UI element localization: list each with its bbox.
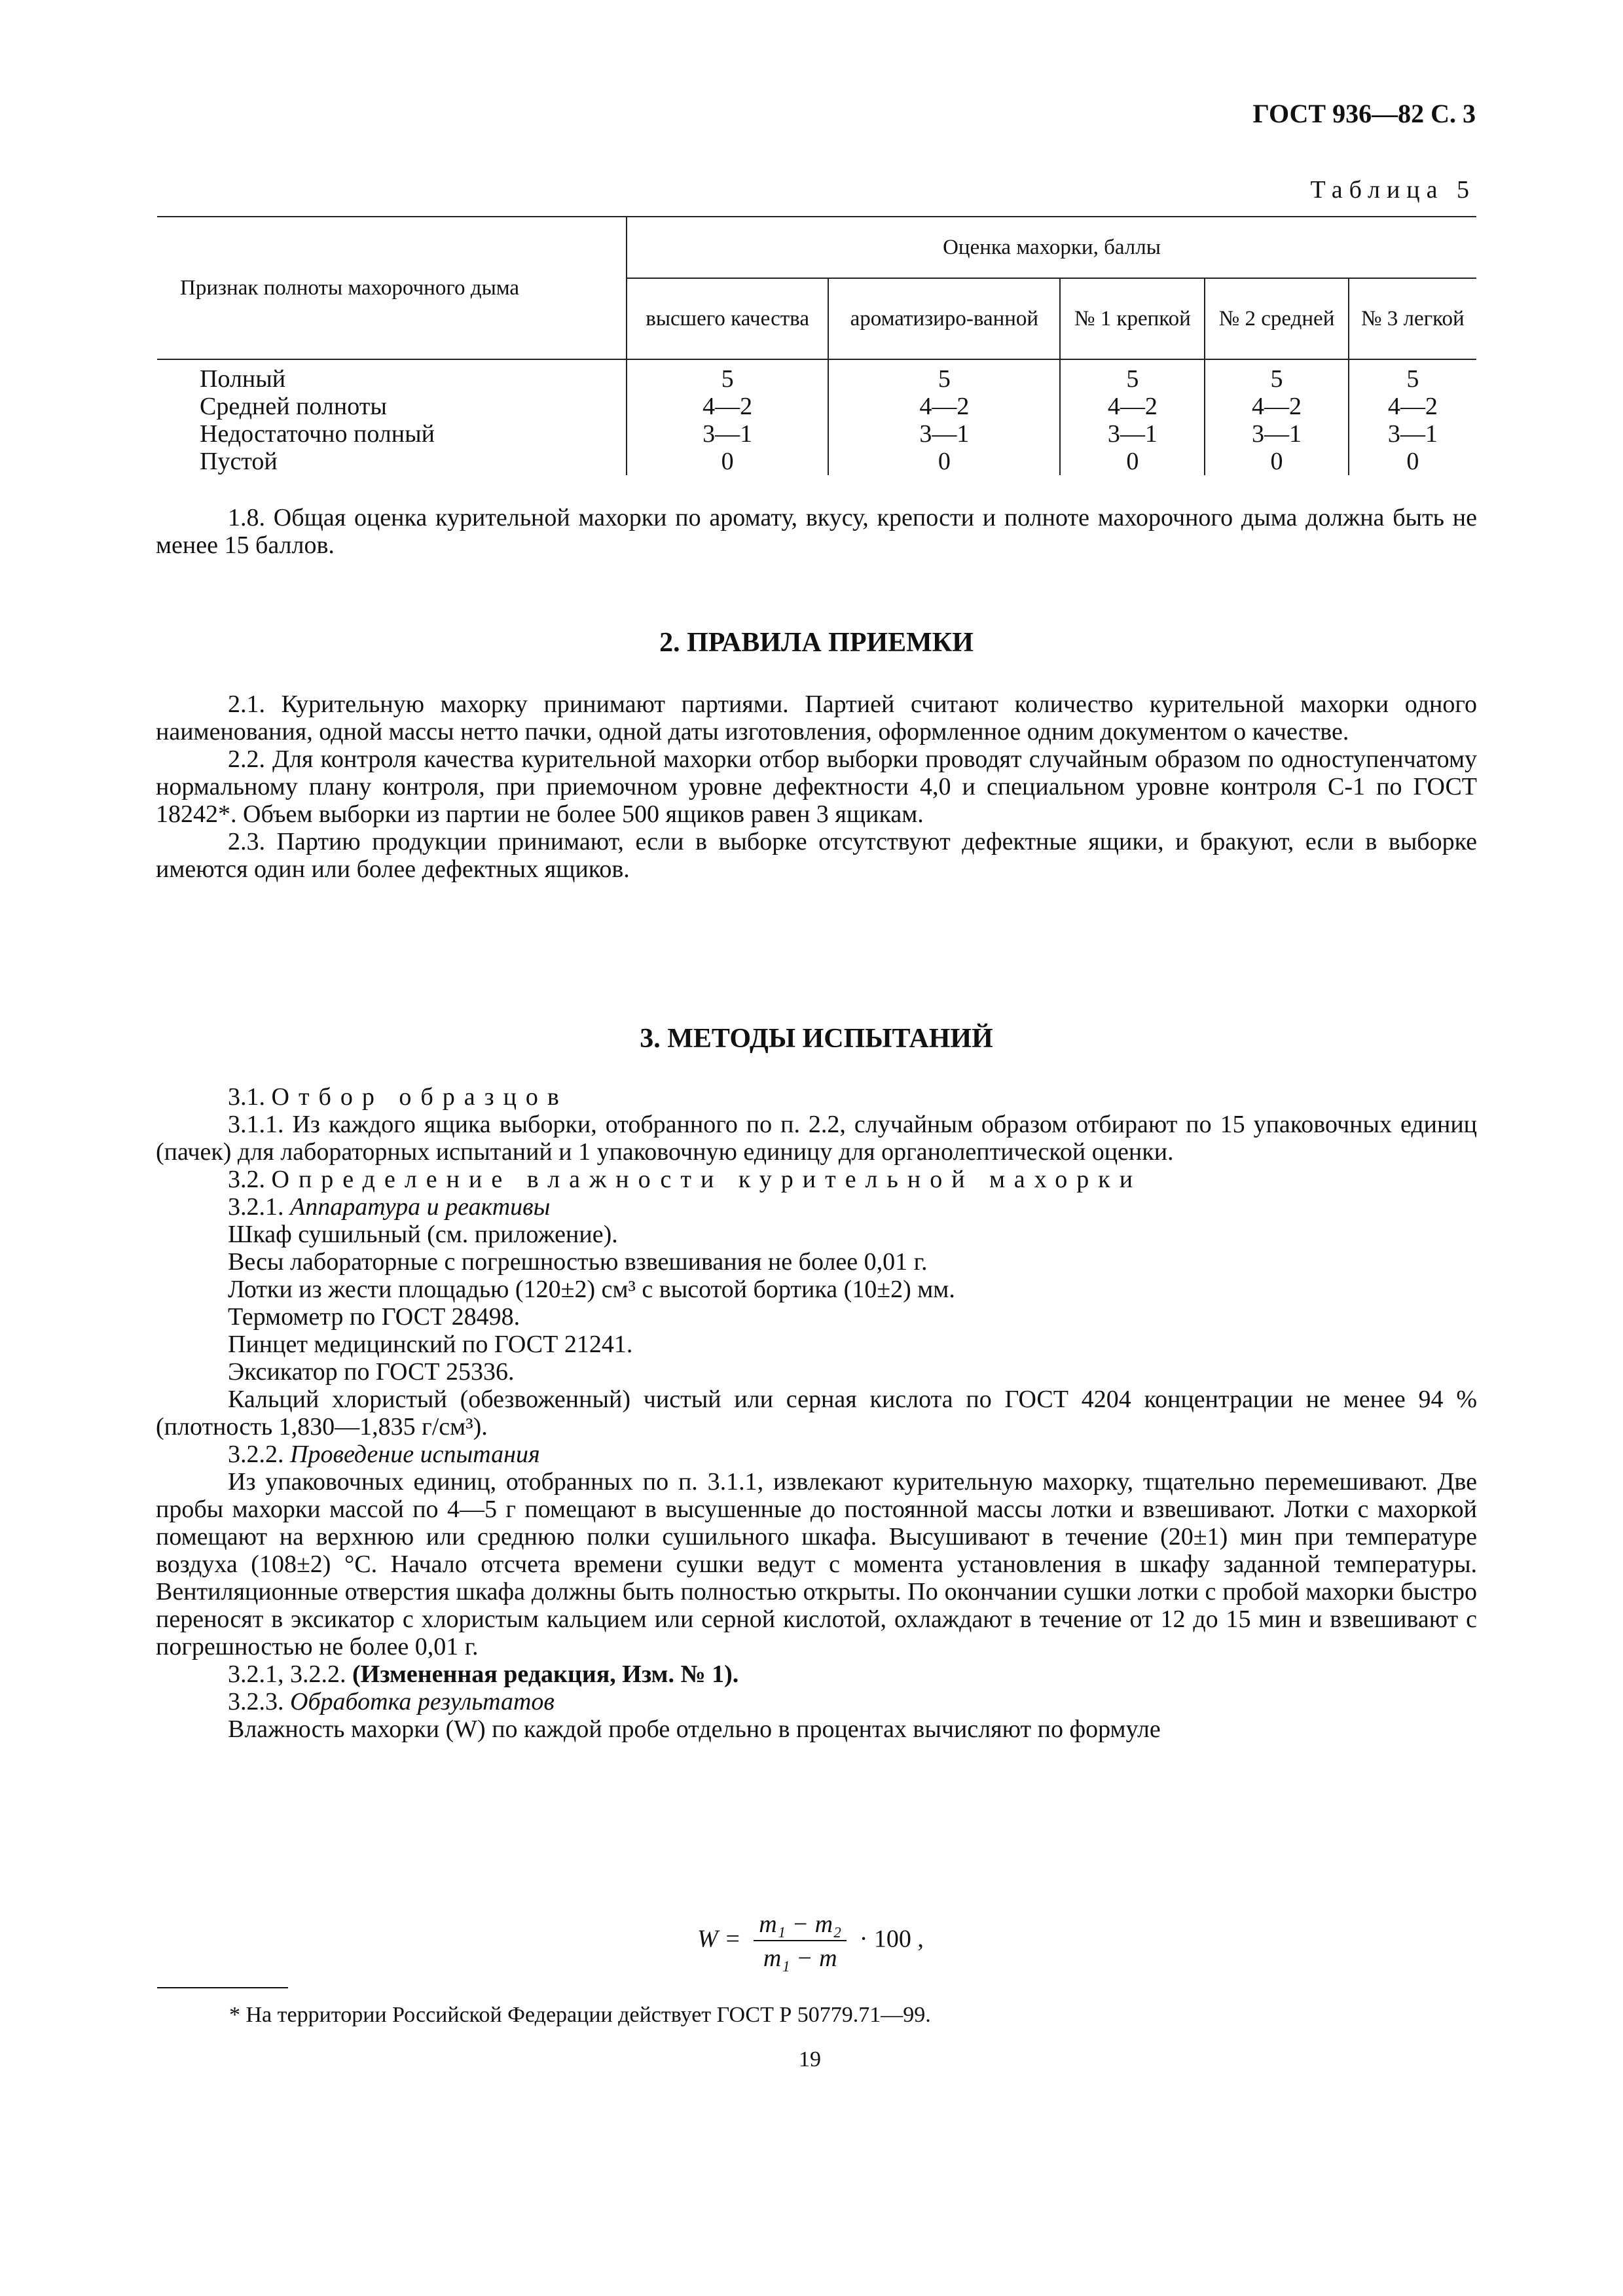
section-2-body	[156, 691, 1477, 883]
equipment-item: Весы лабораторные с погрешностью взвешивания не более 0,01 г.	[228, 1248, 928, 1276]
table-cell: 0	[627, 448, 828, 475]
table-column-header: высшего качества	[627, 278, 828, 359]
formula-numerator: m₁ − m₂	[754, 1910, 847, 1941]
section-3-title: 3. МЕТОДЫ ИСПЫТАНИЙ	[640, 1024, 993, 1054]
formula-fraction	[754, 1910, 847, 1973]
table-row-label: Полный	[200, 365, 286, 393]
table-cell: 0	[1205, 448, 1348, 475]
document-header: ГОСТ 936—82 С. 3	[1252, 99, 1476, 128]
paragraph-text: 1.8. Общая оценка курительной махорки по аромату, вкусу, крепости и полноте махорочного дыма должна быть не менее 15 баллов.	[156, 504, 1477, 559]
equipment-item: Пинцет медицинский по ГОСТ 21241.	[228, 1331, 633, 1358]
amendment-number: 3.2.1, 3.2.2.	[228, 1660, 346, 1688]
table-column-header: № 1 крепкой	[1060, 278, 1205, 359]
table-group-header: Оценка махорки, баллы	[627, 217, 1476, 278]
table-column-header: ароматизиро-ванной	[828, 278, 1060, 359]
subsection-number: 3.2.	[228, 1166, 265, 1193]
table-caption: Таблица 5	[1310, 176, 1476, 204]
moisture-formula	[697, 1910, 924, 1973]
paragraph-2-2: 2.2. Для контроля качества курительной махорки отбор выборки проводят случайным образом по одноступенчатому нормальному плану контроля, при приемочном уровне дефектности 4,0 и специальном уровне контроля С-1 по ГОСТ 18242*. Объем выборки из партии не более 500 ящиков равен 3 ящикам.	[156, 745, 1477, 828]
formula-tail: · 100 ,	[859, 1925, 924, 1953]
subsection-number: 3.2.3.	[228, 1688, 284, 1715]
table-cell: 5	[1060, 359, 1205, 393]
table-row-header: Признак полноты махорочного дыма	[157, 217, 627, 359]
paragraph-2-1: 2.1. Курительную махорку принимают партиями. Партией считают количество курительной махорки одного наименования, одной массы нетто пачки, одной даты изготовления, оформленное одним документом о качестве.	[156, 691, 1477, 745]
table-row-label: Пустой	[200, 448, 278, 475]
paragraph-3-2-2: Из упаковочных единиц, отобранных по п. 3.1.1, извлекают курительную махорку, тщательно перемешивают. Две пробы махорки массой по 4—5 г помещают в высушенные до постоянной массы лотки и взвешивают. Лотки с махоркой помещают на верхнюю или среднюю полки сушильного шкафа. Высушивают в течение (20±1) мин при температуре воздуха (108±2) °С. Начало отсчета времени сушки ведут с момента установления в шкафу заданной температуры. Вентиляционные отверстия шкафа должны быть полностью открыты. По окончании сушки лотки с пробой махорки быстро переносят в эксикатор с хлористым кальцием или серной кислотой, охлаждают в течение от 12 до 15 мин и взвешивают с погрешностью не более 0,01 г.	[156, 1468, 1477, 1660]
subsection-title: Определение влажности курительной махорки	[271, 1166, 1142, 1193]
subsection-number: 3.1.	[228, 1083, 265, 1111]
equipment-item: Шкаф сушильный (см. приложение).	[228, 1221, 618, 1248]
subsection-title: Обработка результатов	[290, 1688, 555, 1715]
table-cell: 3—1	[627, 420, 828, 448]
table-cell: 5	[1349, 359, 1476, 393]
amendment-note	[156, 1660, 1477, 1688]
paragraph-1-8	[156, 504, 1477, 559]
page-number: 19	[799, 2047, 821, 2072]
table-cell: 3—1	[1205, 420, 1348, 448]
table-cell: 3—1	[828, 420, 1060, 448]
formula-lhs: W =	[697, 1925, 741, 1953]
table-cell: 5	[627, 359, 828, 393]
subsection-3-2-1-heading	[156, 1193, 1477, 1221]
equipment-item: Термометр по ГОСТ 28498.	[228, 1303, 520, 1331]
score-table	[157, 216, 1476, 475]
amendment-text: (Измененная редакция, Изм. № 1).	[352, 1660, 739, 1688]
table-row	[157, 359, 1476, 393]
subsection-number: 3.2.1.	[228, 1193, 284, 1221]
subsection-number: 3.2.2.	[228, 1441, 284, 1468]
subsection-3-1-heading	[156, 1083, 1477, 1111]
table-cell: 4—2	[1205, 393, 1348, 420]
subsection-3-2-2-heading	[156, 1441, 1477, 1468]
table-column-header: № 3 легкой	[1349, 278, 1476, 359]
formula-denominator: m₁ − m	[763, 1945, 837, 1972]
footnote-divider	[157, 1987, 288, 1988]
section-2-title: 2. ПРАВИЛА ПРИЕМКИ	[659, 628, 974, 658]
subsection-3-2-heading	[156, 1166, 1477, 1193]
table-cell: 4—2	[828, 393, 1060, 420]
paragraph-3-1-1: 3.1.1. Из каждого ящика выборки, отобранного по п. 2.2, случайным образом отбирают по 15 упаковочных единиц (пачек) для лабораторных испытаний и 1 упаковочную единицу для органолептической оценки.	[156, 1111, 1477, 1166]
footnote: * На территории Российской Федерации действует ГОСТ Р 50779.71—99.	[229, 2003, 931, 2027]
equipment-item: Эксикатор по ГОСТ 25336.	[228, 1358, 515, 1386]
table-cell: 4—2	[1349, 393, 1476, 420]
subsection-title: Отбор образцов	[271, 1083, 568, 1111]
subsection-title: Аппаратура и реактивы	[290, 1193, 551, 1221]
table-row-label: Недостаточно полный	[200, 420, 435, 448]
table-cell: 3—1	[1060, 420, 1205, 448]
paragraph-2-3: 2.3. Партию продукции принимают, если в выборке отсутствуют дефектные ящики, и бракуют, если в выборке имеются один или более дефектных ящиков.	[156, 828, 1477, 883]
table-cell: 3—1	[1349, 420, 1476, 448]
subsection-3-2-3-heading	[156, 1688, 1477, 1715]
table-cell: 4—2	[1060, 393, 1205, 420]
table-cell: 4—2	[627, 393, 828, 420]
paragraph-calcium: Кальций хлористый (обезвоженный) чистый или серная кислота по ГОСТ 4204 концентрации не менее 94 % (плотность 1,830—1,835 г/см³).	[156, 1386, 1477, 1441]
equipment-item: Лотки из жести площадью (120±2) см³ с высотой бортика (10±2) мм.	[228, 1276, 955, 1303]
table-column-header: № 2 средней	[1205, 278, 1348, 359]
table-row	[157, 393, 1476, 420]
table-cell: 0	[828, 448, 1060, 475]
section-3-body	[156, 1083, 1477, 1743]
table-row	[157, 420, 1476, 448]
subsection-title: Проведение испытания	[290, 1441, 540, 1468]
formula-intro: Влажность махорки (W) по каждой пробе отдельно в процентах вычисляют по формуле	[228, 1715, 1161, 1743]
table-cell: 5	[828, 359, 1060, 393]
table-cell: 0	[1349, 448, 1476, 475]
table-row-label: Средней полноты	[200, 393, 387, 420]
table-cell: 5	[1205, 359, 1348, 393]
table-cell: 0	[1060, 448, 1205, 475]
table-row	[157, 448, 1476, 475]
